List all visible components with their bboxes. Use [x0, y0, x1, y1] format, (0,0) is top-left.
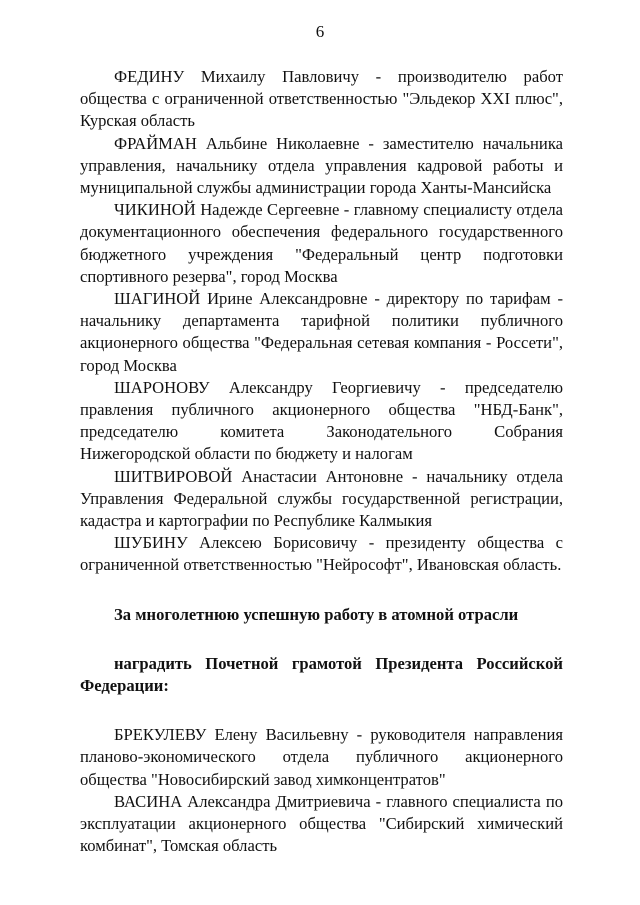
page-number: 6: [315, 22, 325, 41]
document-body: [80, 66, 563, 858]
award-entry: ШАРОНОВУ Александру Георгиевичу - председателю правления публичного акционерного общества "НБД-Банк", председателю комитета Законодательного Собрания Нижегородской области по бюджету и налогам: [80, 377, 563, 464]
award-entry: ШУБИНУ Алексею Борисовичу - президенту общества с ограниченной ответственностью "Нейрософт", Ивановская область.: [80, 533, 563, 575]
award-entry: ВАСИНА Александра Дмитриевича - главного специалиста по эксплуатации акционерного общества "Сибирский химический комбинат", Томская область: [80, 791, 563, 856]
section-title: За многолетнюю успешную работу в атомной отрасли: [114, 604, 519, 624]
award-entry: ФРАЙМАН Альбине Николаевне - заместителю начальника управления, начальнику отдела управления кадровой работы и муниципальной службы администрации города Ханты-Мансийска: [80, 133, 563, 198]
award-entry: ЧИКИНОЙ Надежде Сергеевне - главному специалисту отдела документационного обеспечения федерального государственного бюджетного учреждения "Федеральный центр подготовки спортивного резерва", город Москва: [80, 200, 563, 286]
award-entry: ШАГИНОЙ Ирине Александровне - директору по тарифам - начальнику департамента тарифной политики публичного акционерного общества "Федеральная сетевая компания - Россети", город Москва: [80, 289, 563, 375]
award-entry: ШИТВИРОВОЙ Анастасии Антоновне - начальнику отдела Управления Федеральной службы государственной регистрации, кадастра и картографии по Республике Калмыкия: [80, 466, 563, 531]
award-entry: БРЕКУЛЕВУ Елену Васильевну - руководителя направления планово-экономического отдела публичного акционерного общества "Новосибирский завод химконцентратов": [80, 725, 563, 789]
award-decision-line: наградить Почетной грамотой Президента Российской Федерации:: [80, 653, 563, 696]
award-entry: ФЕДИНУ Михаилу Павловичу - производителю работ общества с ограниченной ответственностью "Эльдекор XXI плюс", Курская область: [80, 67, 563, 131]
